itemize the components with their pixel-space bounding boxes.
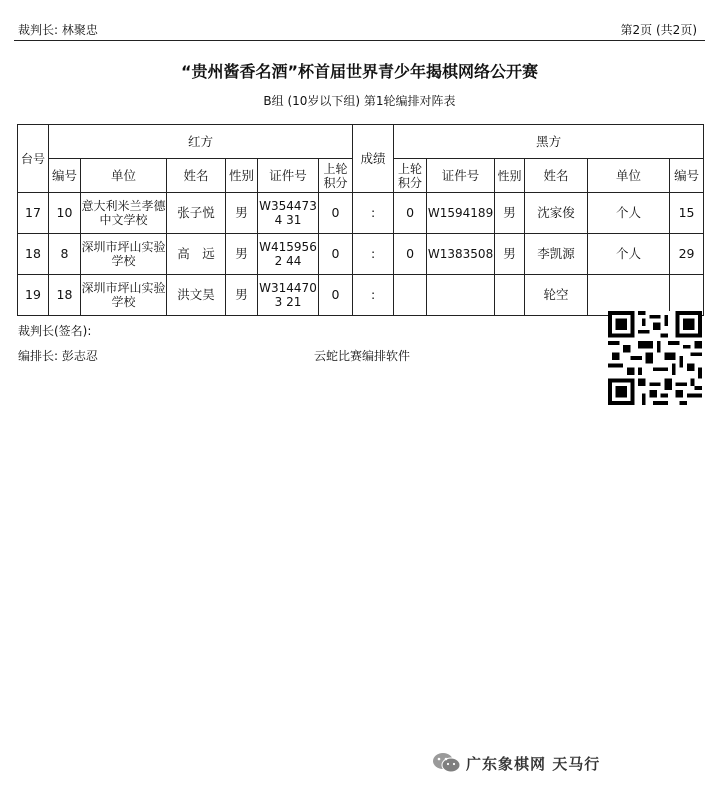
table-row <box>18 234 704 275</box>
result-cell: : <box>353 275 394 316</box>
red-col-score: 上轮积分 <box>319 159 353 193</box>
black-name-cell: 李凯源 <box>525 234 588 275</box>
col-board: 台号 <box>18 125 49 193</box>
black-no-cell <box>670 275 704 316</box>
table-header-row <box>18 125 704 159</box>
red-side-header: 红方 <box>49 125 353 159</box>
red-name-cell: 高 远 <box>167 234 226 275</box>
page-number: 第2页 (共2页) <box>620 23 697 37</box>
red-col-unit: 单位 <box>81 159 167 193</box>
black-unit-cell <box>588 275 670 316</box>
red-col-id: 证件号 <box>258 159 319 193</box>
result-cell: : <box>353 234 394 275</box>
red-score-cell: 0 <box>319 275 353 316</box>
black-col-unit: 单位 <box>588 159 670 193</box>
red-name-cell: 张子悦 <box>167 193 226 234</box>
board-cell: 19 <box>18 275 49 316</box>
black-col-name: 姓名 <box>525 159 588 193</box>
black-gender-cell <box>495 275 525 316</box>
watermark-text: 广东象棋网 天马行 <box>466 754 601 773</box>
red-col-no: 编号 <box>49 159 81 193</box>
software-label: 云蛇比赛编排软件 <box>314 349 411 363</box>
black-no-cell: 15 <box>670 193 704 234</box>
red-id-cell: W4159562 44 <box>258 234 319 275</box>
red-id-cell: W3144703 21 <box>258 275 319 316</box>
red-col-gender: 性别 <box>226 159 258 193</box>
watermark <box>432 748 600 778</box>
black-unit-cell: 个人 <box>588 193 670 234</box>
black-gender-cell: 男 <box>495 193 525 234</box>
col-result: 成绩 <box>353 125 394 193</box>
black-col-gender: 性别 <box>495 159 525 193</box>
header-divider <box>14 40 705 41</box>
red-unit-cell: 意大利米兰孝德中文学校 <box>81 193 167 234</box>
black-name-cell: 轮空 <box>525 275 588 316</box>
red-score-cell: 0 <box>319 193 353 234</box>
pairing-table <box>17 124 704 316</box>
black-col-no: 编号 <box>670 159 704 193</box>
black-col-score: 上轮积分 <box>394 159 427 193</box>
table-row <box>18 275 704 316</box>
red-no-cell: 18 <box>49 275 81 316</box>
black-col-id: 证件号 <box>427 159 495 193</box>
red-gender-cell: 男 <box>226 234 258 275</box>
red-col-name: 姓名 <box>167 159 226 193</box>
referee-header: 裁判长: 林聚忠 <box>18 23 98 37</box>
black-score-cell: 0 <box>394 193 427 234</box>
black-gender-cell: 男 <box>495 234 525 275</box>
page-subtitle: B组 (10岁以下组) 第1轮编排对阵表 <box>263 94 456 108</box>
red-no-cell: 8 <box>49 234 81 275</box>
wechat-icon <box>432 751 462 775</box>
table-row <box>18 193 704 234</box>
black-unit-cell: 个人 <box>588 234 670 275</box>
red-no-cell: 10 <box>49 193 81 234</box>
red-unit-cell: 深圳市坪山实验学校 <box>81 275 167 316</box>
red-unit-cell: 深圳市坪山实验学校 <box>81 234 167 275</box>
red-score-cell: 0 <box>319 234 353 275</box>
arranger-label: 编排长: 彭志忍 <box>18 349 98 363</box>
qr-code-icon <box>608 311 702 405</box>
board-cell: 17 <box>18 193 49 234</box>
black-id-cell: W1594189 <box>427 193 495 234</box>
red-id-cell: W3544734 31 <box>258 193 319 234</box>
referee-signature-label: 裁判长(签名): <box>18 324 92 338</box>
red-name-cell: 洪文昊 <box>167 275 226 316</box>
black-score-cell: 0 <box>394 234 427 275</box>
black-no-cell: 29 <box>670 234 704 275</box>
red-gender-cell: 男 <box>226 193 258 234</box>
black-id-cell: W1383508 <box>427 234 495 275</box>
page-title: “贵州酱香名酒”杯首届世界青少年揭棋网络公开赛 <box>180 62 539 81</box>
board-cell: 18 <box>18 234 49 275</box>
black-name-cell: 沈家俊 <box>525 193 588 234</box>
red-gender-cell: 男 <box>226 275 258 316</box>
result-cell: : <box>353 193 394 234</box>
black-id-cell <box>427 275 495 316</box>
black-side-header: 黑方 <box>394 125 704 159</box>
black-score-cell <box>394 275 427 316</box>
